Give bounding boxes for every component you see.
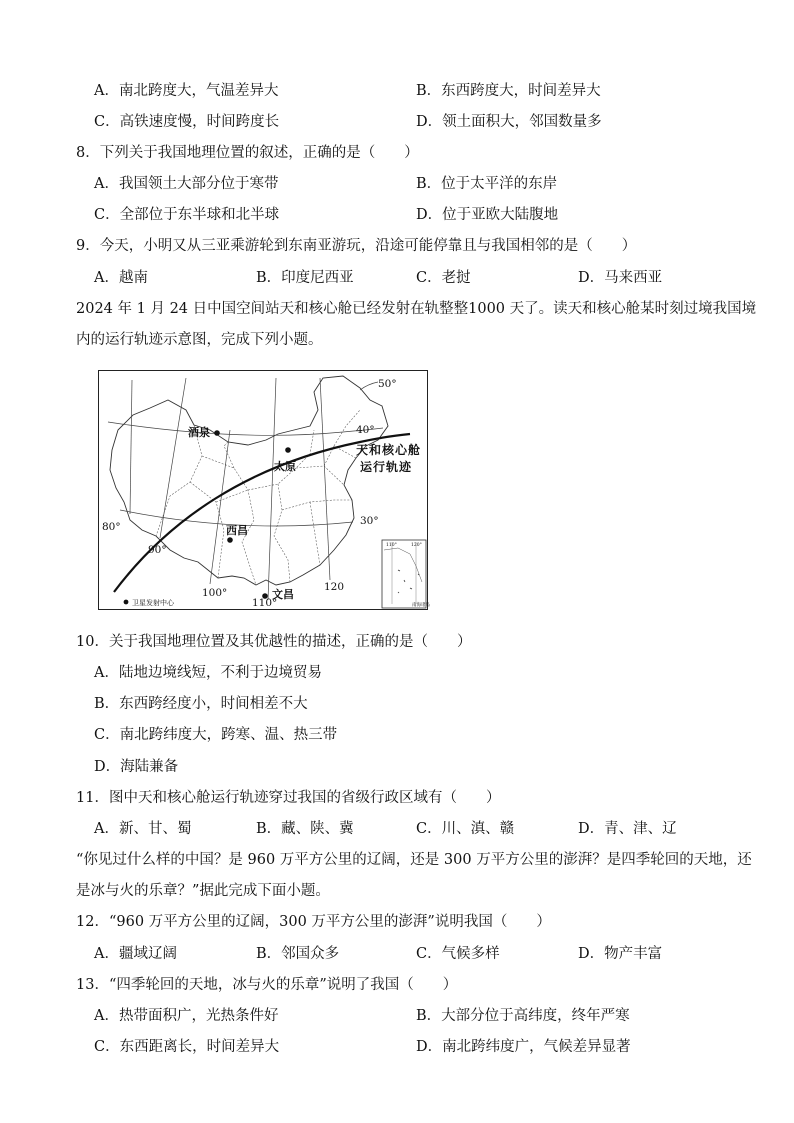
q9-stem: 9．今天，小明又从三亚乘游轮到东南亚游玩，沿途可能停靠且与我国相邻的是（ ）	[76, 238, 637, 254]
lat-50-label: 50°	[378, 378, 397, 390]
passage2-line1: “你见过什么样的中国？是 960 万平方公里的辽阔，还是 300 万平方公里的澎湃？是四季轮回的天地，还	[76, 852, 752, 868]
passage2-line2: 是冰与火的乐章？”据此完成下面小题。	[76, 883, 330, 899]
lon-80-label: 80°	[102, 521, 121, 533]
q13-option-a[interactable]: A．热带面积广，光热条件好	[94, 1008, 279, 1024]
map-frame	[99, 371, 428, 610]
q11-stem: 11．图中天和核心舱运行轨迹穿过我国的省级行政区域有（ ）	[76, 790, 501, 806]
lon-110-label: 110°	[252, 597, 278, 609]
city-jiuquan-label: 酒泉	[188, 426, 210, 439]
q8-stem: 8．下列关于我国地理位置的叙述，正确的是（ ）	[76, 145, 419, 161]
q11-option-d[interactable]: D．青、津、辽	[578, 821, 677, 837]
q9-option-d[interactable]: D．马来西亚	[578, 270, 663, 286]
city-wenchang-label: 文昌	[272, 588, 294, 601]
q7-option-d[interactable]: D．领土面积大，邻国数量多	[416, 114, 602, 130]
orbit-label-line2: 运行轨迹	[360, 460, 413, 474]
orbit-label-line1: 天和核心舱	[356, 443, 422, 457]
q8-option-b[interactable]: B．位于太平洋的东岸	[416, 176, 558, 192]
q9-option-b[interactable]: B．印度尼西亚	[256, 270, 354, 286]
lat-40-label: 40°	[356, 424, 375, 436]
q11-option-b[interactable]: B．藏、陕、冀	[256, 821, 354, 837]
q10-option-b[interactable]: B．东西跨经度小，时间相差不大	[94, 696, 308, 712]
legend-label: 卫星发射中心	[132, 599, 174, 607]
lon-100-label: 100°	[202, 587, 228, 599]
lon-90-label: 90°	[148, 544, 167, 556]
q10-option-d[interactable]: D．海陆兼备	[94, 759, 179, 775]
q7-option-a[interactable]: A．南北跨度大，气温差异大	[94, 83, 279, 99]
city-taiyuan-label: 太原	[274, 460, 296, 473]
city-taiyuan-dot	[285, 447, 291, 453]
lon-120-label: 120	[324, 581, 345, 593]
q9-option-a[interactable]: A．越南	[94, 270, 148, 286]
q13-stem: 13．“四季轮回的天地，冰与火的乐章”说明了我国（ ）	[76, 977, 458, 993]
city-jiuquan-dot	[214, 430, 220, 436]
q12-option-b[interactable]: B．邻国众多	[256, 946, 340, 962]
q13-option-d[interactable]: D．南北跨纬度广，气候差异显著	[416, 1039, 631, 1055]
city-xichang-dot	[227, 537, 233, 543]
inset-120-label: 120°	[411, 543, 422, 548]
q8-option-c[interactable]: C．全部位于东半球和北半球	[94, 207, 280, 223]
q11-option-c[interactable]: C．川、滇、赣	[416, 821, 515, 837]
q10-option-a[interactable]: A．陆地边境线短，不利于边境贸易	[94, 665, 322, 681]
q12-option-a[interactable]: A．疆域辽阔	[94, 946, 177, 962]
q13-option-c[interactable]: C．东西距离长，时间差异大	[94, 1039, 280, 1055]
q12-stem: 12．“960 万平方公里的辽阔，300 万平方公里的澎湃”说明我国（ ）	[76, 914, 551, 930]
inset-110-label: 110°	[386, 543, 397, 548]
q7-option-b[interactable]: B．东西跨度大，时间差异大	[416, 83, 601, 99]
q11-option-a[interactable]: A．新、甘、蜀	[94, 821, 192, 837]
passage1-line1: 2024 年 1 月 24 日中国空间站天和核心舱已经发射在轨整整1000 天了。读天和核心舱某时刻过境我国境	[76, 301, 757, 317]
lat-30-label: 30°	[360, 515, 379, 527]
inset-caption: 南海诸岛	[412, 603, 430, 608]
legend-dot	[124, 600, 129, 605]
q8-option-a[interactable]: A．我国领土大部分位于寒带	[94, 176, 279, 192]
south-sea-inset-frame	[382, 540, 426, 608]
q9-option-c[interactable]: C．老挝	[416, 270, 471, 286]
q7-option-c[interactable]: C．高铁速度慢，时间跨度长	[94, 114, 280, 130]
q13-option-b[interactable]: B．大部分位于高纬度，终年严寒	[416, 1008, 630, 1024]
q12-option-d[interactable]: D．物产丰富	[578, 946, 663, 962]
city-xichang-label: 西昌	[226, 524, 248, 537]
q8-option-d[interactable]: D．位于亚欧大陆腹地	[416, 207, 559, 223]
passage1-line2: 内的运行轨迹示意图，完成下列小题。	[76, 332, 323, 348]
q10-stem: 10．关于我国地理位置及其优越性的描述，正确的是（ ）	[76, 634, 472, 650]
q10-option-c[interactable]: C．南北跨纬度大，跨寒、温、热三带	[94, 727, 338, 743]
q12-option-c[interactable]: C．气候多样	[416, 946, 500, 962]
china-orbit-map	[98, 370, 428, 610]
